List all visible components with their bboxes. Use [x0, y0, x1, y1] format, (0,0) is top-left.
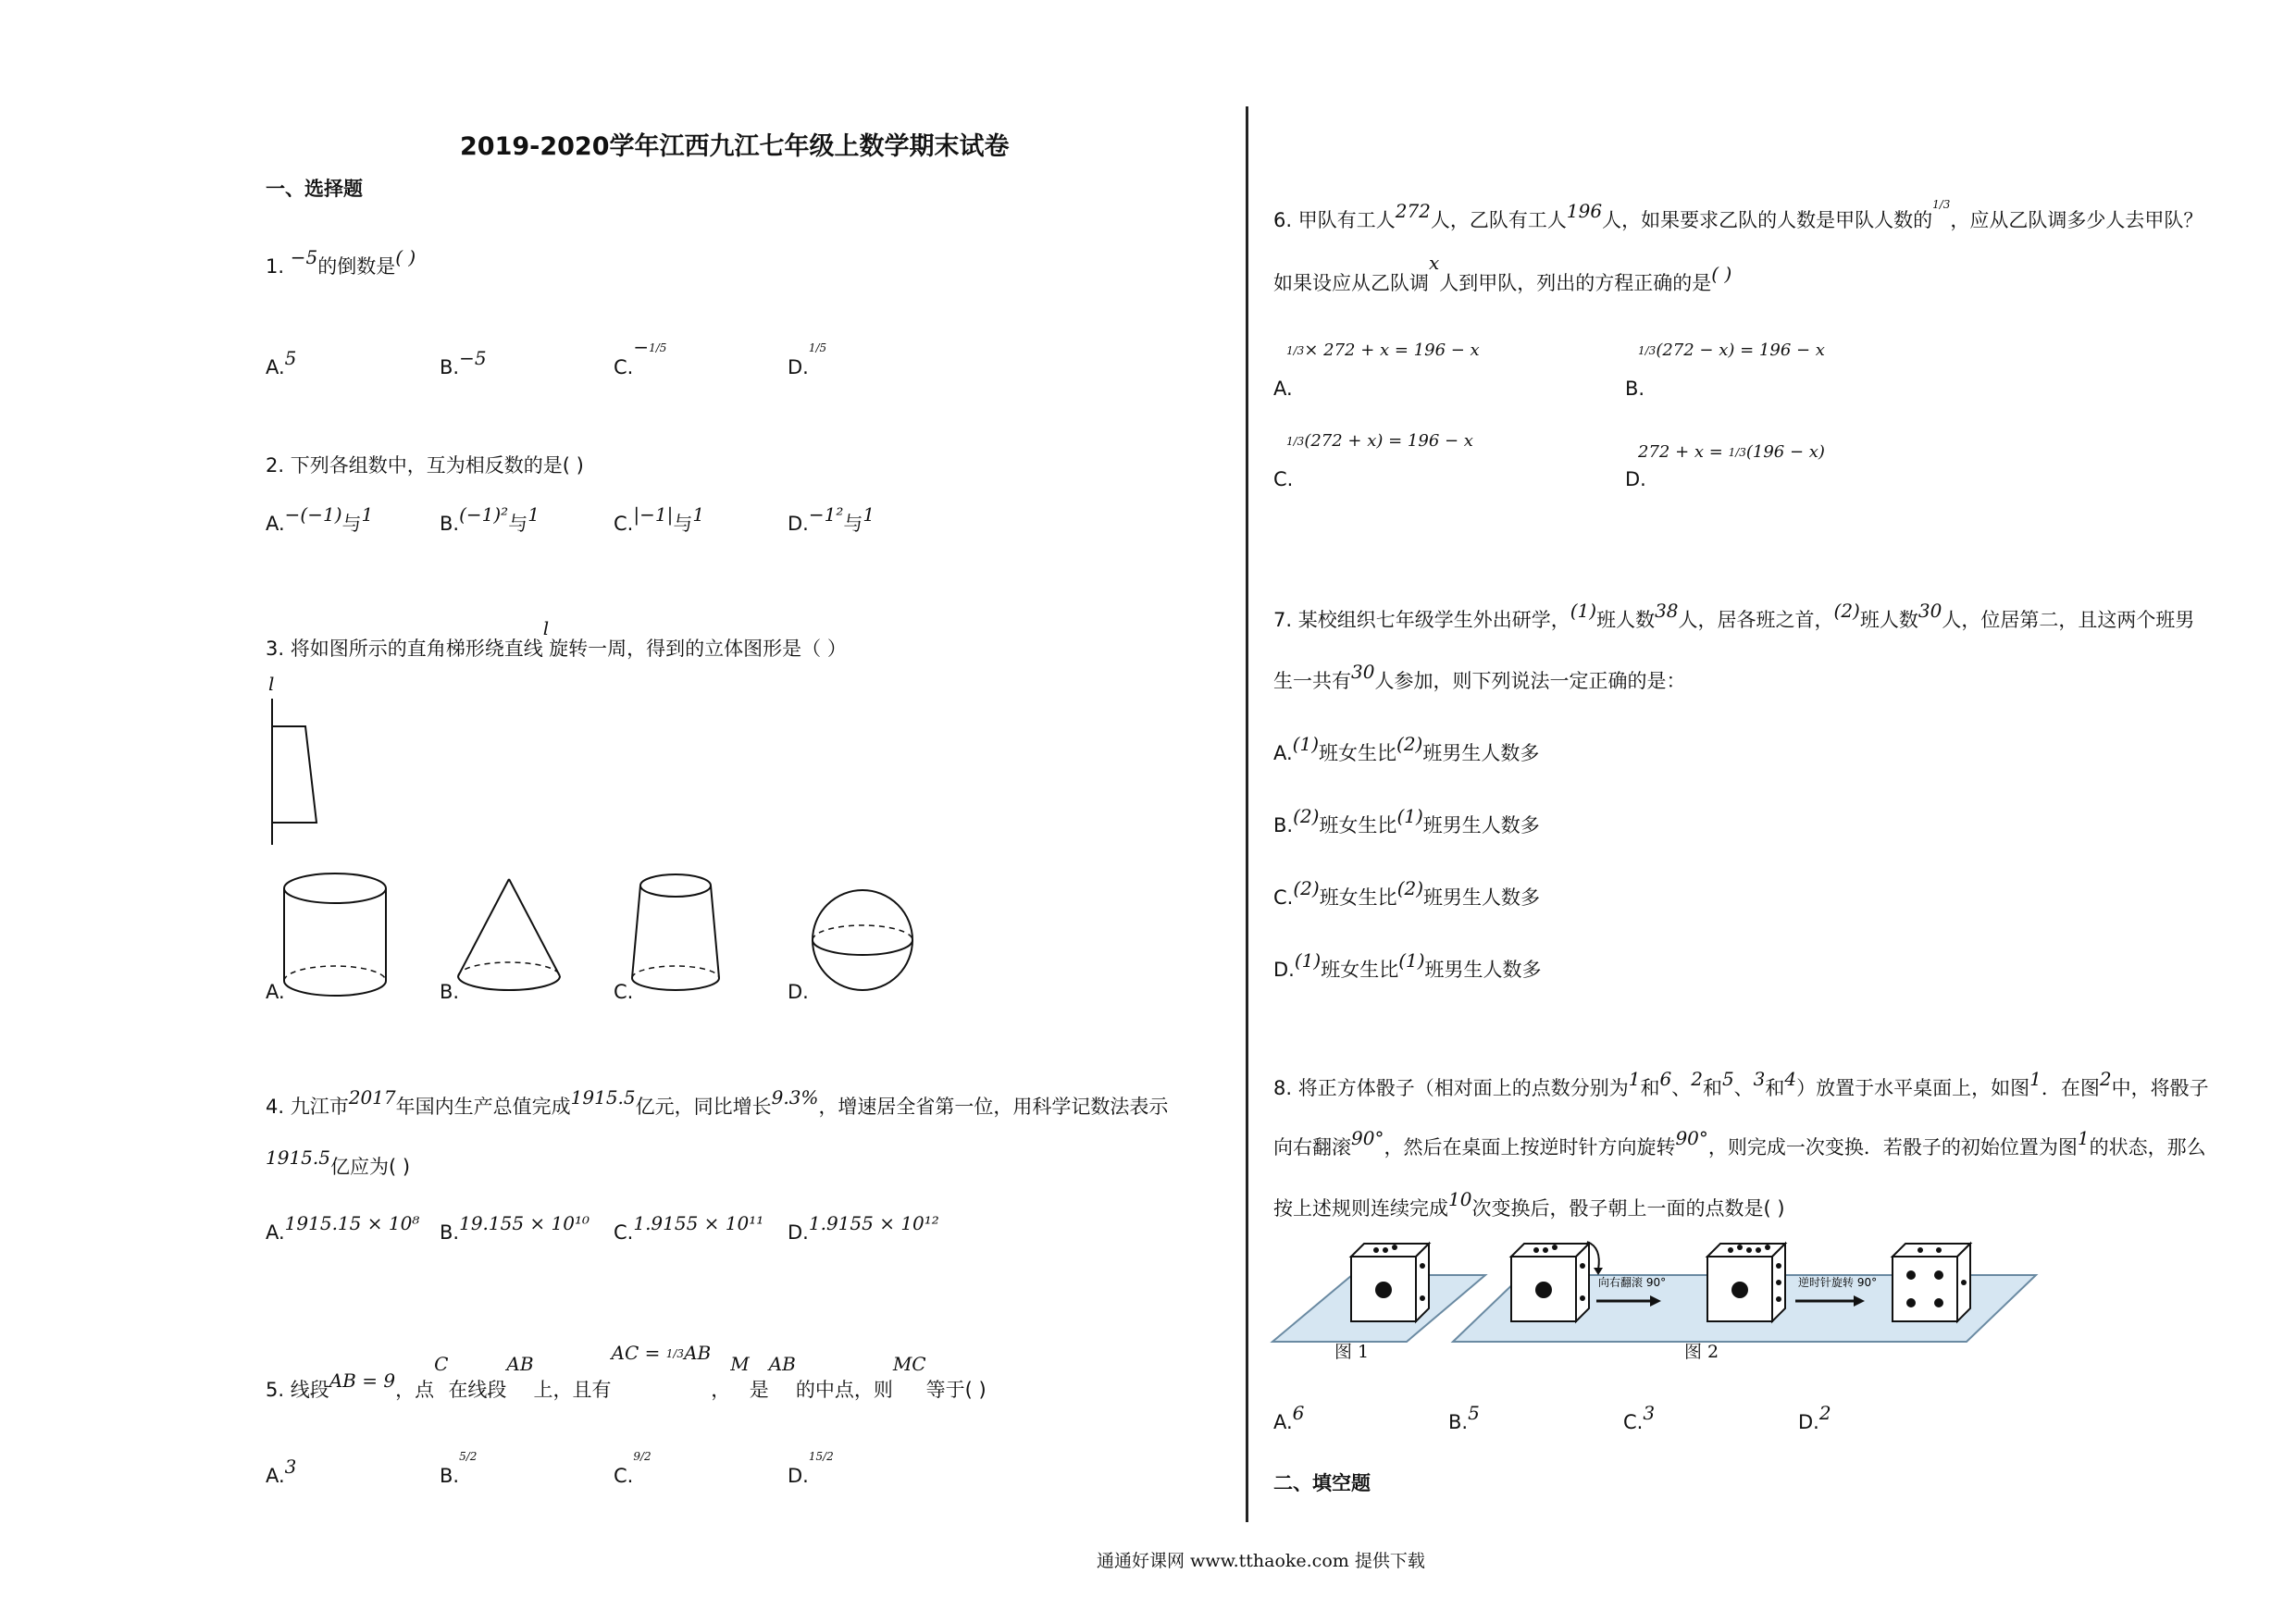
q3-option-d[interactable]: D. [788, 981, 809, 1003]
section-heading-choice: 一、选择题 [266, 178, 363, 200]
fig1-caption: 图 1 [1334, 1342, 1370, 1362]
q6-option-b[interactable]: B. [1625, 378, 1645, 400]
question-6-line2: 如果设应从乙队调x人到甲队，列出的方程正确的是( ) [1273, 252, 1732, 294]
q3-option-c[interactable]: C. [614, 981, 634, 1003]
q5-option-a[interactable]: A.3 [266, 1456, 297, 1487]
q1-option-c[interactable]: C.−1/5 [614, 336, 667, 378]
die-2 [1511, 1244, 1589, 1321]
q8-option-d[interactable]: D.2 [1798, 1402, 1831, 1433]
q2-option-d[interactable]: D.−1²与1 [788, 503, 875, 535]
question-6: 6. 甲队有工人272人，乙队有工人196人，如果要求乙队的人数是甲队人数的1/3，应从乙队调多少人去甲队？ [1273, 197, 2203, 231]
q6-option-d[interactable]: D. [1625, 468, 1646, 490]
footer-text: 通通好课网 www.tthaoke.com 提供下载 [1097, 1551, 1425, 1571]
question-7-line2: 生一共有30人参加，则下列说法一定正确的是： [1273, 661, 1686, 692]
question-8: 8. 将正方体骰子（相对面上的点数分别为1和6、2和5、3和4）放置于水平桌面上，如图1．在图2中，将骰子 [1273, 1068, 2209, 1099]
q6-option-a-expr: 1/3× 272 + x = 196 − x [1286, 341, 1480, 360]
die-1 [1351, 1244, 1429, 1321]
q2-option-a[interactable]: A.−(−1)与1 [266, 503, 374, 535]
question-8-line3: 按上述规则连续完成10次变换后，骰子朝上一面的点数是( ) [1273, 1188, 1785, 1220]
q6-option-d-expr: 272 + x = 1/3(196 − x) [1638, 442, 1825, 462]
q5-option-c[interactable]: C.9/2 [614, 1449, 652, 1487]
q1-option-b[interactable]: B.−5 [440, 347, 487, 378]
q4-option-a[interactable]: A.1915.15 × 10⁸ [266, 1212, 420, 1244]
q3-option-a[interactable]: A. [266, 981, 285, 1003]
question-4-line2: 1915.5亿应为( ) [266, 1146, 411, 1178]
q6-option-c[interactable]: C. [1273, 468, 1294, 490]
question-7: 7. 某校组织七年级学生外出研学，(1)班人数38人，居各班之首，(2)班人数30人，位居第二，且这两个班男 [1273, 600, 2195, 631]
question-5: 5. 线段AB = 9，点C在线段AB上，且有AC = 1/3AB，M是AB的中点，则MC等于( ) [266, 1342, 987, 1401]
arrow1-label: 向右翻滚 90° [1598, 1276, 1667, 1289]
q8-option-a[interactable]: A.6 [1273, 1402, 1305, 1433]
arrow2-label: 逆时针旋转 90° [1798, 1276, 1878, 1289]
q7-option-c[interactable]: C.(2)班女生比(2)班男生人数多 [1273, 877, 1541, 909]
frustum-figure [629, 872, 731, 997]
q5-option-d[interactable]: D.15/2 [788, 1449, 834, 1487]
q6-option-c-expr: 1/3(272 + x) = 196 − x [1286, 431, 1473, 451]
q4-option-d[interactable]: D.1.9155 × 10¹² [788, 1212, 939, 1244]
q1-option-d[interactable]: D.1/5 [788, 341, 827, 378]
q1-option-a[interactable]: A.5 [266, 347, 297, 378]
page-title: 2019-2020学年江西九江七年级上数学期末试卷 [460, 132, 1010, 161]
q5-option-b[interactable]: B.5/2 [440, 1449, 478, 1487]
q7-option-d[interactable]: D.(1)班女生比(1)班男生人数多 [1273, 949, 1542, 981]
question-2: 2. 下列各组数中，互为相反数的是( ) [266, 454, 584, 477]
question-3: 3. 将如图所示的直角梯形绕直线l旋转一周，得到的立体图形是（ ） [266, 617, 847, 660]
column-divider [1246, 106, 1248, 1522]
q7-option-b[interactable]: B.(2)班女生比(1)班男生人数多 [1273, 805, 1540, 836]
q4-option-c[interactable]: C.1.9155 × 10¹¹ [614, 1212, 764, 1244]
q2-option-c[interactable]: C.|−1|与1 [614, 503, 705, 535]
q3-option-b[interactable]: B. [440, 981, 460, 1003]
sphere-figure [811, 888, 922, 999]
q3-trapezoid-figure [259, 699, 333, 847]
die-4 [1893, 1244, 1970, 1321]
q2-option-b[interactable]: B.(−1)²与1 [440, 503, 540, 535]
question-1: 1. −5的倒数是( ) [266, 246, 416, 278]
section-heading-fill: 二、填空题 [1273, 1472, 1371, 1494]
q7-option-a[interactable]: A.(1)班女生比(2)班男生人数多 [1273, 733, 1540, 764]
question-4: 4. 九江市2017年国内生产总值完成1915.5亿元，同比增长9.3%，增速居全省第一位，用科学记数法表示 [266, 1086, 1169, 1118]
dice-figure [1272, 1238, 2041, 1368]
q8-option-c[interactable]: C.3 [1623, 1402, 1656, 1433]
cylinder-figure [278, 870, 398, 999]
q8-option-b[interactable]: B.5 [1448, 1402, 1480, 1433]
die-3 [1707, 1244, 1785, 1321]
cone-figure [453, 874, 574, 995]
fig2-caption: 图 2 [1684, 1342, 1719, 1362]
q4-option-b[interactable]: B.19.155 × 10¹⁰ [440, 1212, 590, 1244]
q6-option-a[interactable]: A. [1273, 378, 1293, 400]
question-8-line2: 向右翻滚90°，然后在桌面上按逆时针方向旋转90°，则完成一次变换．若骰子的初始位置为图1的状态，那么 [1273, 1127, 2206, 1158]
q3-axis-label: l [268, 673, 275, 695]
q6-option-b-expr: 1/3(272 − x) = 196 − x [1638, 341, 1825, 360]
